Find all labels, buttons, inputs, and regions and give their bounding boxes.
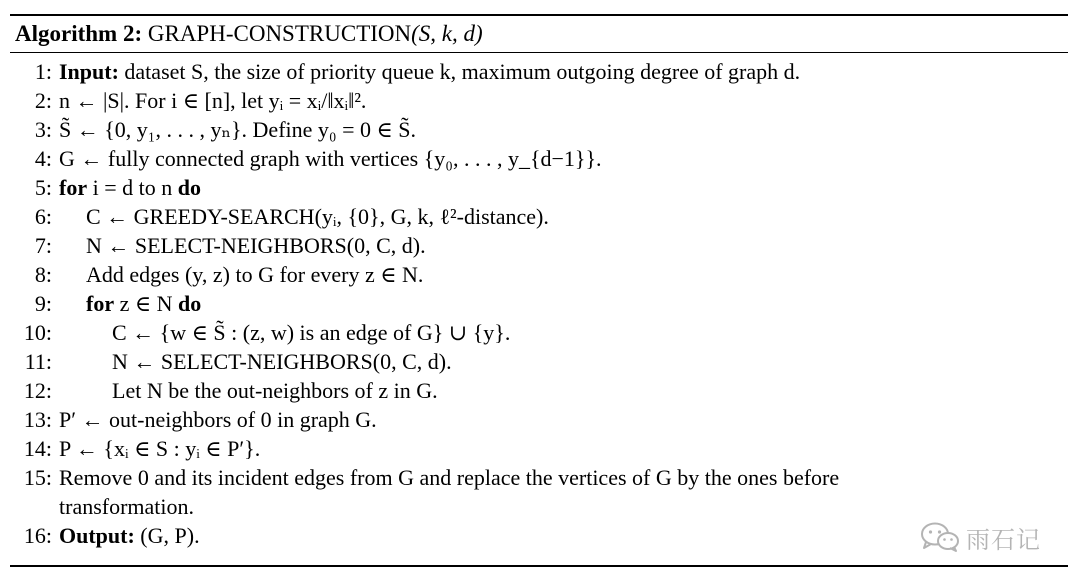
line-text (59, 405, 377, 434)
line-body: Add edges (y, z) to G for every z ∈ N. (86, 262, 424, 287)
watermark-text: 雨石记 (966, 525, 1041, 554)
line-number: 3: (34, 117, 52, 142)
line-text (86, 231, 426, 260)
line-number: 2: (34, 88, 52, 113)
algorithm-line (10, 115, 1068, 144)
keyword: do (178, 291, 202, 316)
line-text (59, 463, 839, 492)
line-number: 14: (23, 436, 52, 461)
keyword: Output: (59, 523, 135, 548)
line-number: 9: (34, 291, 52, 316)
line-text (86, 202, 549, 231)
line-text (59, 57, 800, 86)
algorithm-line (10, 144, 1068, 173)
line-number: 12: (23, 378, 52, 403)
algorithm-line (10, 231, 1068, 260)
line-body: dataset S, the size of priority queue k, maximum outgoing degree of graph d. (118, 59, 801, 84)
line-body: N ← SELECT-NEIGHBORS(0, C, d). (86, 233, 426, 258)
line-number: 4: (34, 146, 52, 171)
algorithm-line (10, 289, 1068, 318)
line-body: N ← SELECT-NEIGHBORS(0, C, d). (112, 349, 452, 374)
bottom-rule (10, 565, 1068, 567)
line-number: 16: (23, 523, 52, 548)
line-text (112, 347, 452, 376)
line-text (59, 434, 260, 463)
line-text (59, 173, 201, 202)
line-body: P ← {xᵢ ∈ S : yᵢ ∈ P′}. (59, 436, 261, 461)
line-body: i = d to n (87, 175, 178, 200)
line-text (86, 260, 423, 289)
algorithm-label: Algorithm 2: (15, 21, 143, 46)
algorithm-line (10, 376, 1068, 405)
line-text (59, 521, 200, 550)
line-body: G ← fully connected graph with vertices {y₀, . . . , y_{d−1}}. (59, 146, 602, 171)
line-number: 15: (23, 465, 52, 490)
keyword: do (177, 175, 201, 200)
line-number: 10: (23, 320, 52, 345)
line-text (59, 115, 416, 144)
wechat-icon (920, 521, 960, 553)
line-body: (G, P). (134, 523, 200, 548)
line-number: 7: (34, 233, 52, 258)
line-number: 11: (24, 349, 52, 374)
watermark (920, 520, 1041, 554)
algorithm-line (10, 318, 1068, 347)
algorithm-line (10, 347, 1068, 376)
line-text (59, 144, 602, 173)
algorithm-line (10, 173, 1068, 202)
algorithm-line (10, 57, 1068, 86)
line-body: z ∈ N (114, 291, 179, 316)
keyword: Input: (59, 59, 119, 84)
algorithm-line (10, 260, 1068, 289)
line-number: 8: (34, 262, 52, 287)
line-body: S̃ ← {0, y₁, . . . , yₙ}. Define y₀ = 0 ∈ S̃. (59, 117, 416, 142)
line-number: 13: (23, 407, 52, 432)
algorithm-line (10, 86, 1068, 115)
line-number: 1: (34, 59, 52, 84)
algorithm-line (10, 434, 1068, 463)
line-text (59, 86, 366, 115)
algorithm-line (10, 463, 1068, 492)
algorithm-lines (10, 53, 1068, 550)
line-body: Remove 0 and its incident edges from G and replace the vertices of G by the ones before (59, 465, 840, 490)
line-text (112, 376, 438, 405)
keyword: for (86, 291, 115, 316)
line-number: 6: (34, 204, 52, 229)
algorithm-box (10, 14, 1068, 550)
line-body: Let N be the out-neighbors of z in G. (112, 378, 438, 403)
keyword: for (59, 175, 88, 200)
algorithm-args: (S, k, d) (411, 21, 483, 46)
line-text (86, 289, 201, 318)
line-continuation-text: transformation. (59, 494, 195, 519)
algorithm-line (10, 405, 1068, 434)
algorithm-line-continuation (10, 492, 1068, 521)
algorithm-line (10, 521, 1068, 550)
line-body: C ← GREEDY-SEARCH(yᵢ, {0}, G, k, ℓ²-distance). (86, 204, 549, 229)
line-text (112, 318, 510, 347)
algorithm-name: GRAPH-CONSTRUCTION (147, 21, 412, 46)
line-body: P′ ← out-neighbors of 0 in graph G. (59, 407, 377, 432)
line-number: 5: (34, 175, 52, 200)
algorithm-title (10, 16, 1068, 52)
line-body: C ← {w ∈ S̃ : (z, w) is an edge of G} ∪ {y}. (112, 320, 511, 345)
algorithm-line (10, 202, 1068, 231)
line-body: n ← |S|. For i ∈ [n], let yᵢ = xᵢ/‖xᵢ‖². (59, 88, 367, 113)
